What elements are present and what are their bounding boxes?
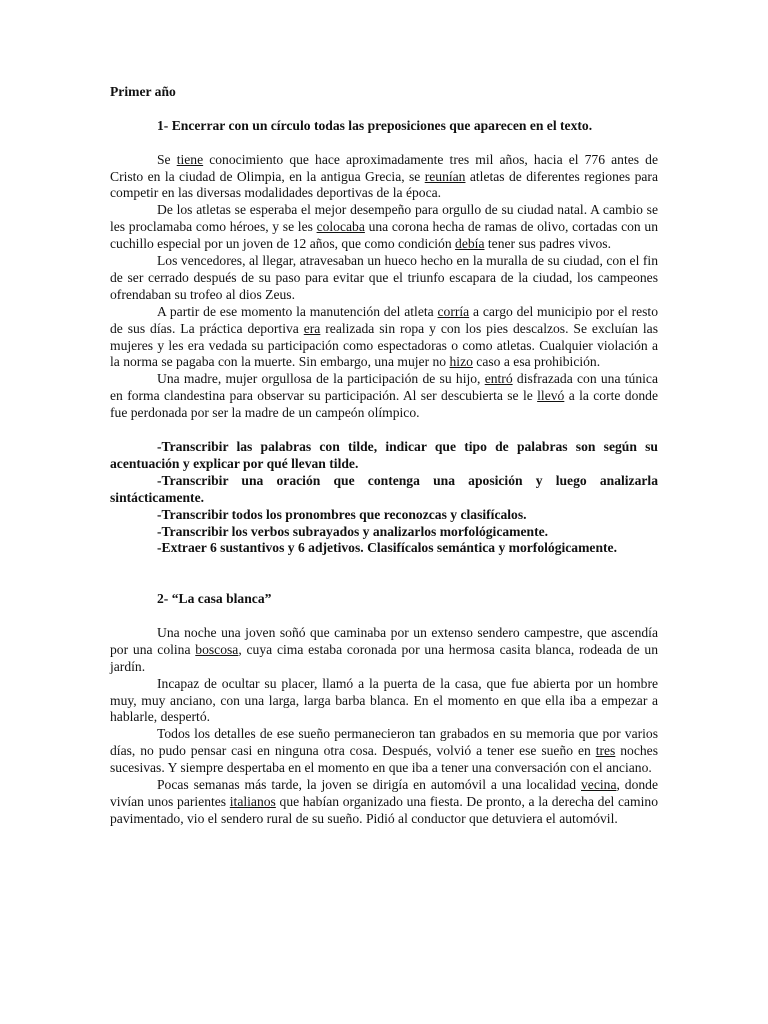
section1-paragraph: Los vencedores, al llegar, atravesaban un hueco hecho en la muralla de su ciudad, con el fin de ser cerrado después de su paso para evitar que el triunfo escapara de la ciudad, los campeones ofrendaban su trofeo al dios Zeus. <box>110 253 658 302</box>
section1-paragraph: Se tiene conocimiento que hace aproximadamente tres mil años, hacia el 776 antes de Cristo en la ciudad de Olimpia, en la antigua Grecia, se reunían atletas de diferentes regiones para competir en las diversas modalidades deportivas de la época. <box>110 151 658 201</box>
underlined-word: reunían <box>424 168 466 184</box>
page-title: Primer año <box>110 84 176 99</box>
task-item: -Transcribir todos los pronombres que reconozcas y clasifícalos. <box>157 506 527 522</box>
underlined-word: corría <box>437 303 470 319</box>
underlined-word: llevó <box>537 388 565 404</box>
underlined-word: tres <box>595 743 616 759</box>
task-item: -Extraer 6 sustantivos y 6 adjetivos. Clasifícalos semántica y morfológicamente. <box>157 540 617 556</box>
section2-paragraph: Pocas semanas más tarde, la joven se dirigía en automóvil a una localidad vecina, donde vivían unos parientes italianos que habían organizado una fiesta. De pronto, a la derecha del camino pavimentado, vio el sendero rural de su sueño. Pidió al conductor que detuviera el automóvil. <box>110 777 658 826</box>
task-item: -Transcribir las palabras con tilde, indicar que tipo de palabras son según su acentuación y explicar por qué llevan tilde. <box>110 438 658 471</box>
section1-paragraph: De los atletas se esperaba el mejor desempeño para orgullo de su ciudad natal. A cambio se les proclamaba como héroes, y se les colocaba una corona hecha de ramas de olivo, cortadas con un cuchillo especial por un joven de 12 años, que como condición debía tener sus padres vivos. <box>110 202 658 252</box>
underlined-word: debía <box>455 236 485 252</box>
underlined-word: entró <box>484 371 513 387</box>
underlined-word: tiene <box>176 151 204 167</box>
underlined-word: era <box>303 320 321 336</box>
underlined-word: vecina <box>581 777 617 793</box>
section2-heading: 2- “La casa blanca” <box>157 591 272 607</box>
section2-paragraph: Incapaz de ocultar su placer, llamó a la puerta de la casa, que fue abierta por un hombre muy, muy anciano, con una larga, larga barba blanca. En el momento en que ella iba a empezar a hablarle, despertó. <box>110 675 658 725</box>
section1-paragraph: Una madre, mujer orgullosa de la participación de su hijo, entró disfrazada con una túnica en forma clandestina para observar su participación. Al ser descubierta se le llevó a la corte donde fue perdonada por ser la madre de un campeón olímpico. <box>110 371 659 421</box>
section2-paragraph: Una noche una joven soñó que caminaba por un extenso sendero campestre, que ascendía por una colina boscosa, cuya cima estaba coronada por una hermosa casita blanca, rodeada de un jardín. <box>110 624 658 674</box>
underlined-word: colocaba <box>316 219 365 235</box>
section1-paragraph: A partir de ese momento la manutención del atleta corría a cargo del municipio por el resto de sus días. La práctica deportiva era realizada sin ropa y con los pies descalzos. Se excluían las mujeres y les era vedada su participación como espectadoras o como atletas. Cualquier violación a la norma se pagaba con la muerte. Sin embargo, una mujer no hizo caso a esa prohibición. <box>110 303 659 370</box>
document-page <box>110 84 658 828</box>
underlined-word: hizo <box>449 354 473 370</box>
section2-text <box>110 625 658 828</box>
section2-paragraph: Todos los detalles de ese sueño permanecieron tan grabados en su memoria que por varios días, no pudo pensar casi en ninguna otra cosa. Después, volvió a tener ese sueño en tres noches sucesivas. Y siempre despertaba en el momento en que iba a tener una conversación con el anciano. <box>110 726 658 776</box>
task-item: -Transcribir una oración que contenga una aposición y luego analizarla sintácticamente. <box>110 472 658 505</box>
underlined-word: italianos <box>229 793 276 809</box>
section1-text <box>110 152 658 423</box>
underlined-word: boscosa <box>195 641 239 657</box>
task-item: -Transcribir los verbos subrayados y analizarlos morfológicamente. <box>157 523 549 539</box>
section1-heading: 1- Encerrar con un círculo todas las preposiciones que aparecen en el texto. <box>157 117 593 133</box>
section1-task-list <box>110 439 658 557</box>
